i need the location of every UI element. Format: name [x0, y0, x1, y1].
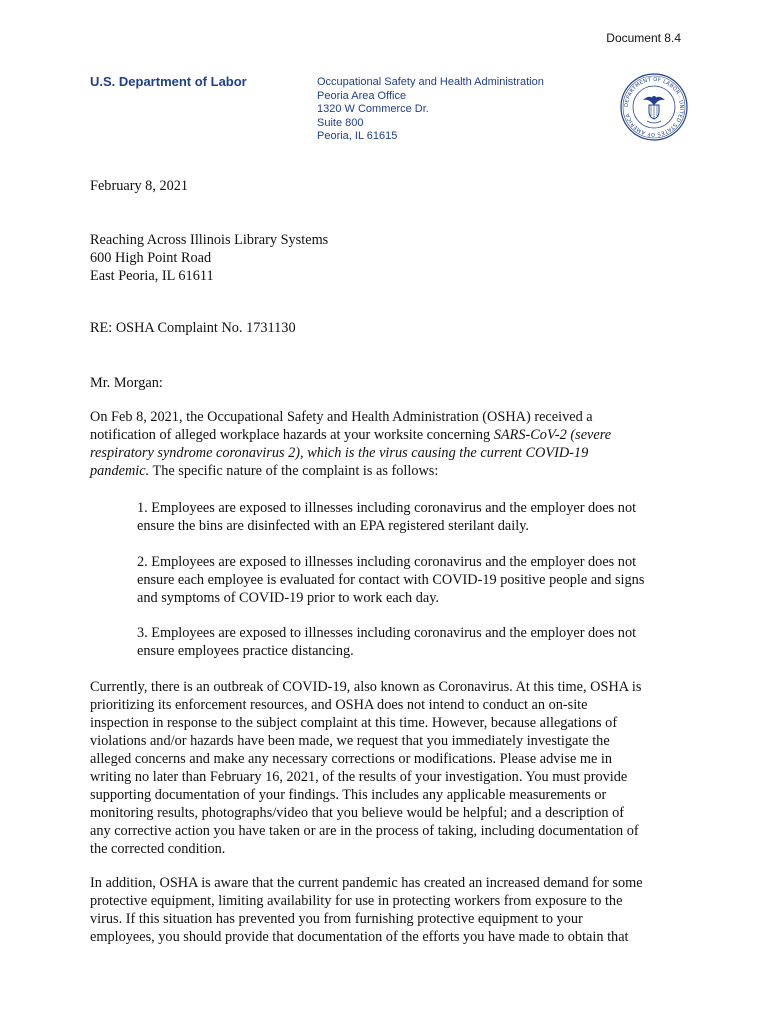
complaint-item-line: 3. Employees are exposed to illnesses including coronavirus and the employer does not: [137, 625, 637, 641]
body-line: the corrected condition.: [90, 841, 226, 857]
complaint-item: [137, 553, 677, 607]
seal-icon: [619, 72, 689, 142]
recipient-line: East Peoria, IL 61611: [90, 268, 214, 284]
intro-text: notification of alleged workplace hazards at your worksite concerning: [90, 427, 494, 443]
body-line: inspection in response to the subject complaint at this time. However, because allegations of: [90, 715, 618, 731]
svg-text:DEPARTMENT OF LABOR · UNITED S: DEPARTMENT OF LABOR · UNITED STATES OF AMERICA: [623, 76, 685, 138]
subject-line: RE: OSHA Complaint No. 1731130: [90, 320, 296, 336]
body-line: writing no later than February 16, 2021, of the results of your investigation. You must provide: [90, 769, 628, 785]
intro-line: [90, 426, 690, 444]
department-seal-logo: [619, 72, 689, 142]
intro-italic-text: SARS-CoV-2 (severe: [493, 427, 612, 443]
complaint-item-line: and symptoms of COVID-19 prior to work each day.: [137, 590, 440, 606]
body-line: employees, you should provide that documentation of the efforts you have made to obtain that: [90, 929, 629, 945]
body-paragraph-1: [90, 678, 690, 858]
recipient-line: Reaching Across Illinois Library Systems: [90, 232, 329, 248]
office-line: 1320 W Commerce Dr.: [317, 103, 429, 115]
intro-text: The specific nature of the complaint is as follows:: [149, 463, 439, 479]
body-line: violations and/or hazards have been made, we request that you immediately investigate the: [90, 733, 610, 749]
office-line: Suite 800: [317, 116, 364, 129]
intro-line: [90, 462, 690, 480]
body-line: monitoring results, photographs/video that you believe would be helpful; and a description of: [90, 805, 625, 821]
body-line: alleged concerns and make any necessary corrections or modifications. Please advise me in: [90, 751, 613, 767]
body-line: Currently, there is an outbreak of COVID-19, also known as Coronavirus. At this time, OSHA is: [90, 679, 642, 695]
body-line: any corrective action you have taken or are in the process of taking, including documentation of: [90, 823, 639, 839]
office-address: [317, 76, 544, 144]
body-line: supporting documentation of your findings. This includes any applicable measurements or: [90, 787, 607, 803]
complaint-item: [137, 499, 677, 535]
complaint-item-line: ensure each employee is evaluated for contact with COVID-19 positive people and signs: [137, 572, 645, 588]
office-line: Occupational Safety and Health Administration: [317, 76, 544, 88]
body-line: virus. If this situation has prevented you from furnishing protective equipment to your: [90, 911, 583, 927]
recipient-address: [90, 231, 328, 285]
intro-italic-text: pandemic.: [90, 463, 150, 479]
agency-name: U.S. Department of Labor: [90, 74, 247, 89]
complaint-item-line: 1. Employees are exposed to illnesses including coronavirus and the employer does not: [137, 500, 637, 516]
complaint-item: [137, 624, 677, 660]
document-number: Document 8.4: [606, 31, 681, 45]
office-line: Peoria, IL 61615: [317, 130, 398, 142]
complaint-item-line: ensure the bins are disinfected with an EPA registered sterilant daily.: [137, 518, 529, 534]
intro-paragraph: [90, 408, 690, 480]
recipient-line: 600 High Point Road: [90, 250, 212, 266]
body-line: prioritizing its enforcement resources, and OSHA does not intend to conduct an on-site: [90, 697, 588, 713]
intro-text: On Feb 8, 2021, the Occupational Safety and Health Administration (OSHA) received a: [90, 409, 593, 425]
complaint-item-line: ensure employees practice distancing.: [137, 643, 354, 659]
body-line: protective equipment, limiting availability for use in protecting workers from exposure to the: [90, 893, 623, 909]
salutation: Mr. Morgan:: [90, 375, 163, 391]
body-paragraph-2: [90, 874, 690, 946]
intro-line: [90, 444, 690, 462]
letter-date: February 8, 2021: [90, 178, 189, 194]
intro-line: [90, 408, 690, 426]
office-line: Peoria Area Office: [317, 89, 407, 102]
intro-italic-text: respiratory syndrome coronavirus 2), which is the virus causing the current COVID-19: [90, 445, 589, 461]
body-line: In addition, OSHA is aware that the current pandemic has created an increased demand for some: [90, 875, 643, 891]
complaint-item-line: 2. Employees are exposed to illnesses including coronavirus and the employer does not: [137, 554, 637, 570]
